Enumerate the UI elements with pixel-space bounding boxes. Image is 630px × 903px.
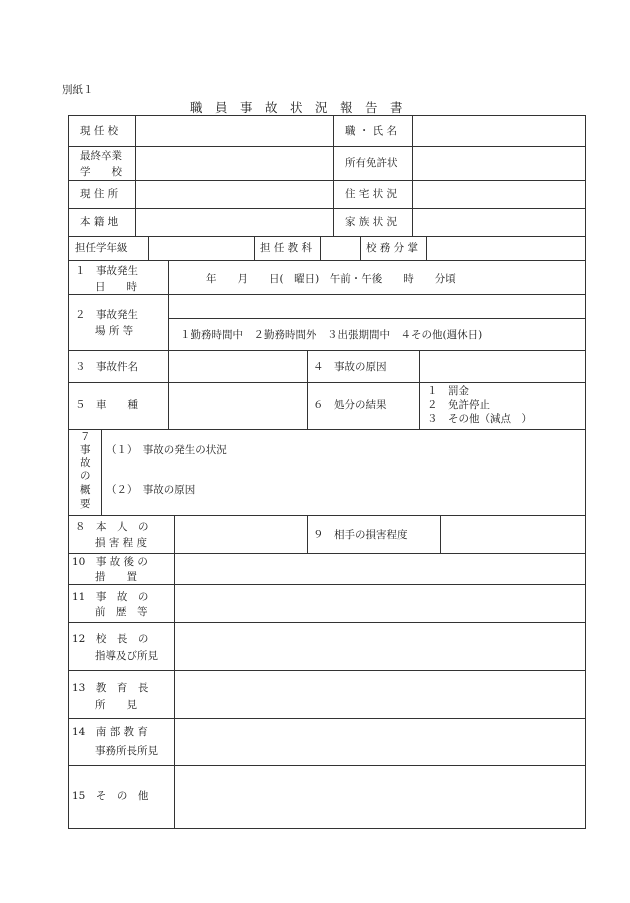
label-graduated-line2: 学 校 [80, 166, 122, 178]
document-title: 職 員 事 故 状 況 報 告 書 [190, 100, 403, 115]
label-overview-char: 故 [80, 457, 91, 469]
row-line [68, 622, 586, 623]
overview-circumstances: （１） 事故の発生の状況 [106, 444, 227, 456]
accident-place-options: １勤務時間中 ２勤務時間外 ３出張期間中 ４その他(週休日) [180, 329, 483, 341]
frame-right [585, 115, 586, 829]
label-after-measures-line2: 措 置 [95, 571, 137, 583]
label-accident-datetime-line1: １ 事故発生 [75, 265, 138, 277]
label-graduated-line1: 最終卒業 [80, 150, 122, 162]
row-line [68, 553, 586, 554]
label-license: 所有免許状 [345, 157, 398, 169]
label-subject: 担 任 教 科 [260, 242, 313, 254]
col-line [168, 260, 169, 429]
row-line [68, 350, 586, 351]
label-regional-line2: 事務所長所見 [95, 745, 158, 757]
label-overview-char: の [80, 470, 91, 482]
label-case-name: ３ 事故件名 [75, 361, 138, 373]
label-principal-line2: 指導及び所見 [95, 650, 158, 662]
label-disposition: ６ 処分の結果 [313, 399, 387, 411]
col-line [101, 429, 102, 515]
label-cause: ４ 事故の原因 [313, 361, 387, 373]
attachment-label: 別紙１ [62, 84, 94, 96]
row-line [68, 765, 586, 766]
col-line [307, 515, 308, 553]
col-line [254, 236, 255, 260]
label-history-line2: 前 歴 等 [95, 606, 148, 618]
col-line [148, 236, 149, 260]
row-line [68, 429, 586, 430]
label-current-school: 現 任 校 [80, 125, 119, 137]
label-superintendent-line2: 所 見 [95, 699, 137, 711]
label-housing: 住 宅 状 況 [345, 188, 398, 200]
col-line [174, 515, 175, 828]
label-overview-char: 事 [80, 444, 91, 456]
row-line [68, 382, 586, 383]
label-regional-line1: 14 南 部 教 育 [72, 726, 148, 738]
label-principal-line1: 12 校 長 の [72, 633, 149, 645]
label-superintendent-line1: 13 教 育 長 [72, 682, 149, 694]
label-position-name: 職 ・ 氏 名 [345, 125, 398, 137]
col-line [360, 236, 361, 260]
label-self-damage-line1: ８ 本 人 の [75, 521, 149, 533]
label-family: 家 族 状 況 [345, 216, 398, 228]
label-duty: 校 務 分 掌 [366, 242, 419, 254]
label-others: 15 そ の 他 [72, 790, 149, 802]
disposition-option-suspension: ２ 免許停止 [427, 399, 490, 411]
row-line [68, 236, 586, 237]
col-line [307, 350, 308, 429]
col-line [440, 515, 441, 553]
label-self-damage-line2: 損 害 程 度 [95, 537, 148, 549]
col-line [412, 115, 413, 236]
label-domicile: 本 籍 地 [80, 216, 119, 228]
frame-top [68, 115, 586, 116]
label-other-damage: ９ 相手の損害程度 [313, 529, 408, 541]
label-overview-char: 要 [80, 498, 91, 510]
label-history-line1: 11 事 故 の [72, 591, 149, 603]
row-line [68, 515, 586, 516]
label-after-measures-line1: 10 事 故 後 の [72, 556, 148, 568]
row-line [68, 584, 586, 585]
label-grade: 担任学年級 [75, 242, 128, 254]
accident-datetime-format: 年 月 日( 曜日) 午前・午後 時 分頃 [206, 273, 456, 285]
label-accident-datetime-line2: 日 時 [95, 281, 137, 293]
row-line [68, 180, 586, 181]
row-line [68, 294, 586, 295]
label-overview-char: 概 [80, 484, 91, 496]
overview-cause: （２） 事故の原因 [106, 484, 196, 496]
row-line [68, 208, 586, 209]
label-vehicle: ５ 車 種 [75, 399, 138, 411]
col-line [419, 350, 420, 429]
col-line [135, 115, 136, 236]
row-line [168, 318, 586, 319]
row-line [68, 670, 586, 671]
frame-left [68, 115, 69, 829]
frame-bottom [68, 828, 586, 829]
row-line [68, 146, 586, 147]
label-accident-place-line2: 場 所 等 [95, 325, 134, 337]
disposition-option-other: ３ その他（減点 ） [427, 413, 532, 425]
label-address: 現 住 所 [80, 188, 119, 200]
col-line [426, 236, 427, 260]
col-line [333, 115, 334, 236]
disposition-option-fine: １ 罰金 [427, 385, 469, 397]
row-line [68, 718, 586, 719]
label-accident-place-line1: ２ 事故発生 [75, 309, 138, 321]
label-overview-char: ７ [80, 431, 91, 443]
row-line [68, 260, 586, 261]
col-line [320, 236, 321, 260]
